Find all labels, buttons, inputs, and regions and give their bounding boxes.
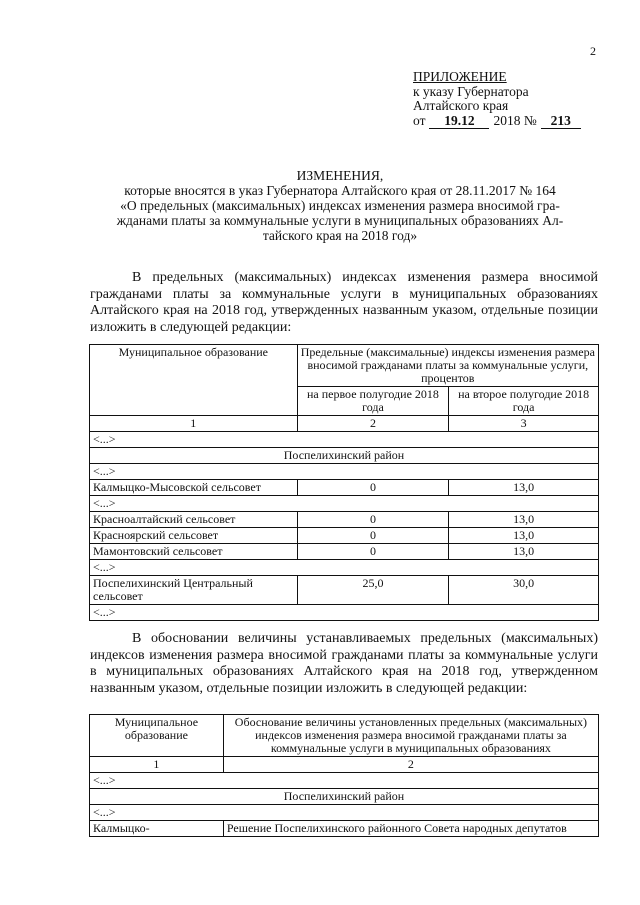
appendix-heading: ПРИЛОЖЕНИЕ [413,69,507,84]
title-main: ИЗМЕНЕНИЯ, [296,168,384,183]
appendix-date-row [413,114,581,130]
t2-header-municipality: Муниципальное образование [90,715,224,757]
t1-ellipsis: <...> [90,560,599,576]
table-row [90,512,599,528]
t1-ellipsis: <...> [90,605,599,621]
indices-table [89,344,599,621]
appendix-line2: Алтайского края [413,98,509,113]
t1-colnum-1: 1 [90,416,298,432]
t2-district: Поспелихинский район [90,789,599,805]
appendix-block [413,70,581,129]
t1-row-name: Поспелихинский Центральный сельсовет [90,576,298,605]
title-line1: которые вносятся в указ Губернатора Алтайского края от 28.11.2017 № 164 [124,183,556,198]
t1-row-name: Мамонтовский сельсовет [90,544,298,560]
paragraph-2-text: В обосновании величины устанавливаемых предельных (максимальных) индексов изменения размера вносимой гражданами платы за коммунальные услуги в муниципальных образованиях Алтайского края на 2018 год, утвержденном названным указом, отдельные позиции изложить в следующей редакции: [90,631,598,696]
t1-row-second: 30,0 [449,576,599,605]
t1-row-name: Красноярский сельсовет [90,528,298,544]
paragraph-1-text: В предельных (максимальных) индексах изменения размера вносимой гражданами платы за коммунальные услуги в муниципальных образованиях Алтайского края на 2018 год, утвержденных названным указом, отдельные позиции изложить в следующей редакции: [90,270,598,335]
t1-row-first: 0 [297,544,449,560]
t2-header-basis: Обоснование величины установленных предельных (максимальных) индексов изменения размера вносимой гражданами платы за коммунальные услуги в муниципальных образованиях [223,715,598,757]
t2-row-text: Решение Поспелихинского районного Совета народных депутатов [223,821,598,837]
title-line4: тайского края на 2018 год» [262,228,418,243]
t1-row-second: 13,0 [449,544,599,560]
basis-table [89,714,599,837]
t1-colnum-2: 2 [297,416,449,432]
t1-header-indices: Предельные (максимальные) индексы изменения размера вносимой гражданами платы за коммунальные услуги, процентов [297,345,598,387]
table-row [90,576,599,605]
t1-colnum-3: 3 [449,416,599,432]
t1-header-second-half: на второе полугодие 2018 года [449,387,599,416]
page-number: 2 [590,44,596,58]
t1-row-first: 25,0 [297,576,449,605]
t1-row-name: Калмыцко-Мысовской сельсовет [90,480,298,496]
appendix-number: 213 [541,114,581,130]
t1-header-municipality: Муниципальное образование [90,345,298,416]
t1-header-first-half: на первое полугодие 2018 года [297,387,449,416]
t1-ellipsis: <...> [90,464,599,480]
table-row [90,480,599,496]
title-line3: жданами платы за коммунальные услуги в муниципальных образованиях Ал- [116,213,564,228]
paragraph-1 [90,270,598,336]
t2-colnum-1: 1 [90,757,224,773]
appendix-year: 2018 № [493,112,537,128]
table-row [90,821,599,837]
t2-ellipsis: <...> [90,773,599,789]
t1-row-first: 0 [297,512,449,528]
t2-colnum-2: 2 [223,757,598,773]
t1-ellipsis: <...> [90,432,599,448]
t1-row-first: 0 [297,480,449,496]
document-title [60,168,620,243]
paragraph-2 [90,631,598,697]
t1-district: Поспелихинский район [90,448,599,464]
table-row [90,544,599,560]
t2-ellipsis: <...> [90,805,599,821]
title-line2: «О предельных (максимальных) индексах изменения размера вносимой гра- [120,198,560,213]
appendix-from: от [413,112,426,128]
t1-row-second: 13,0 [449,512,599,528]
appendix-date: 19.12 [429,114,489,130]
t1-row-second: 13,0 [449,528,599,544]
t1-row-first: 0 [297,528,449,544]
table-row [90,528,599,544]
appendix-line1: к указу Губернатора [413,83,529,99]
t1-row-name: Красноалтайский сельсовет [90,512,298,528]
t2-row-name: Калмыцко- [90,821,224,837]
t1-ellipsis: <...> [90,496,599,512]
t1-row-second: 13,0 [449,480,599,496]
